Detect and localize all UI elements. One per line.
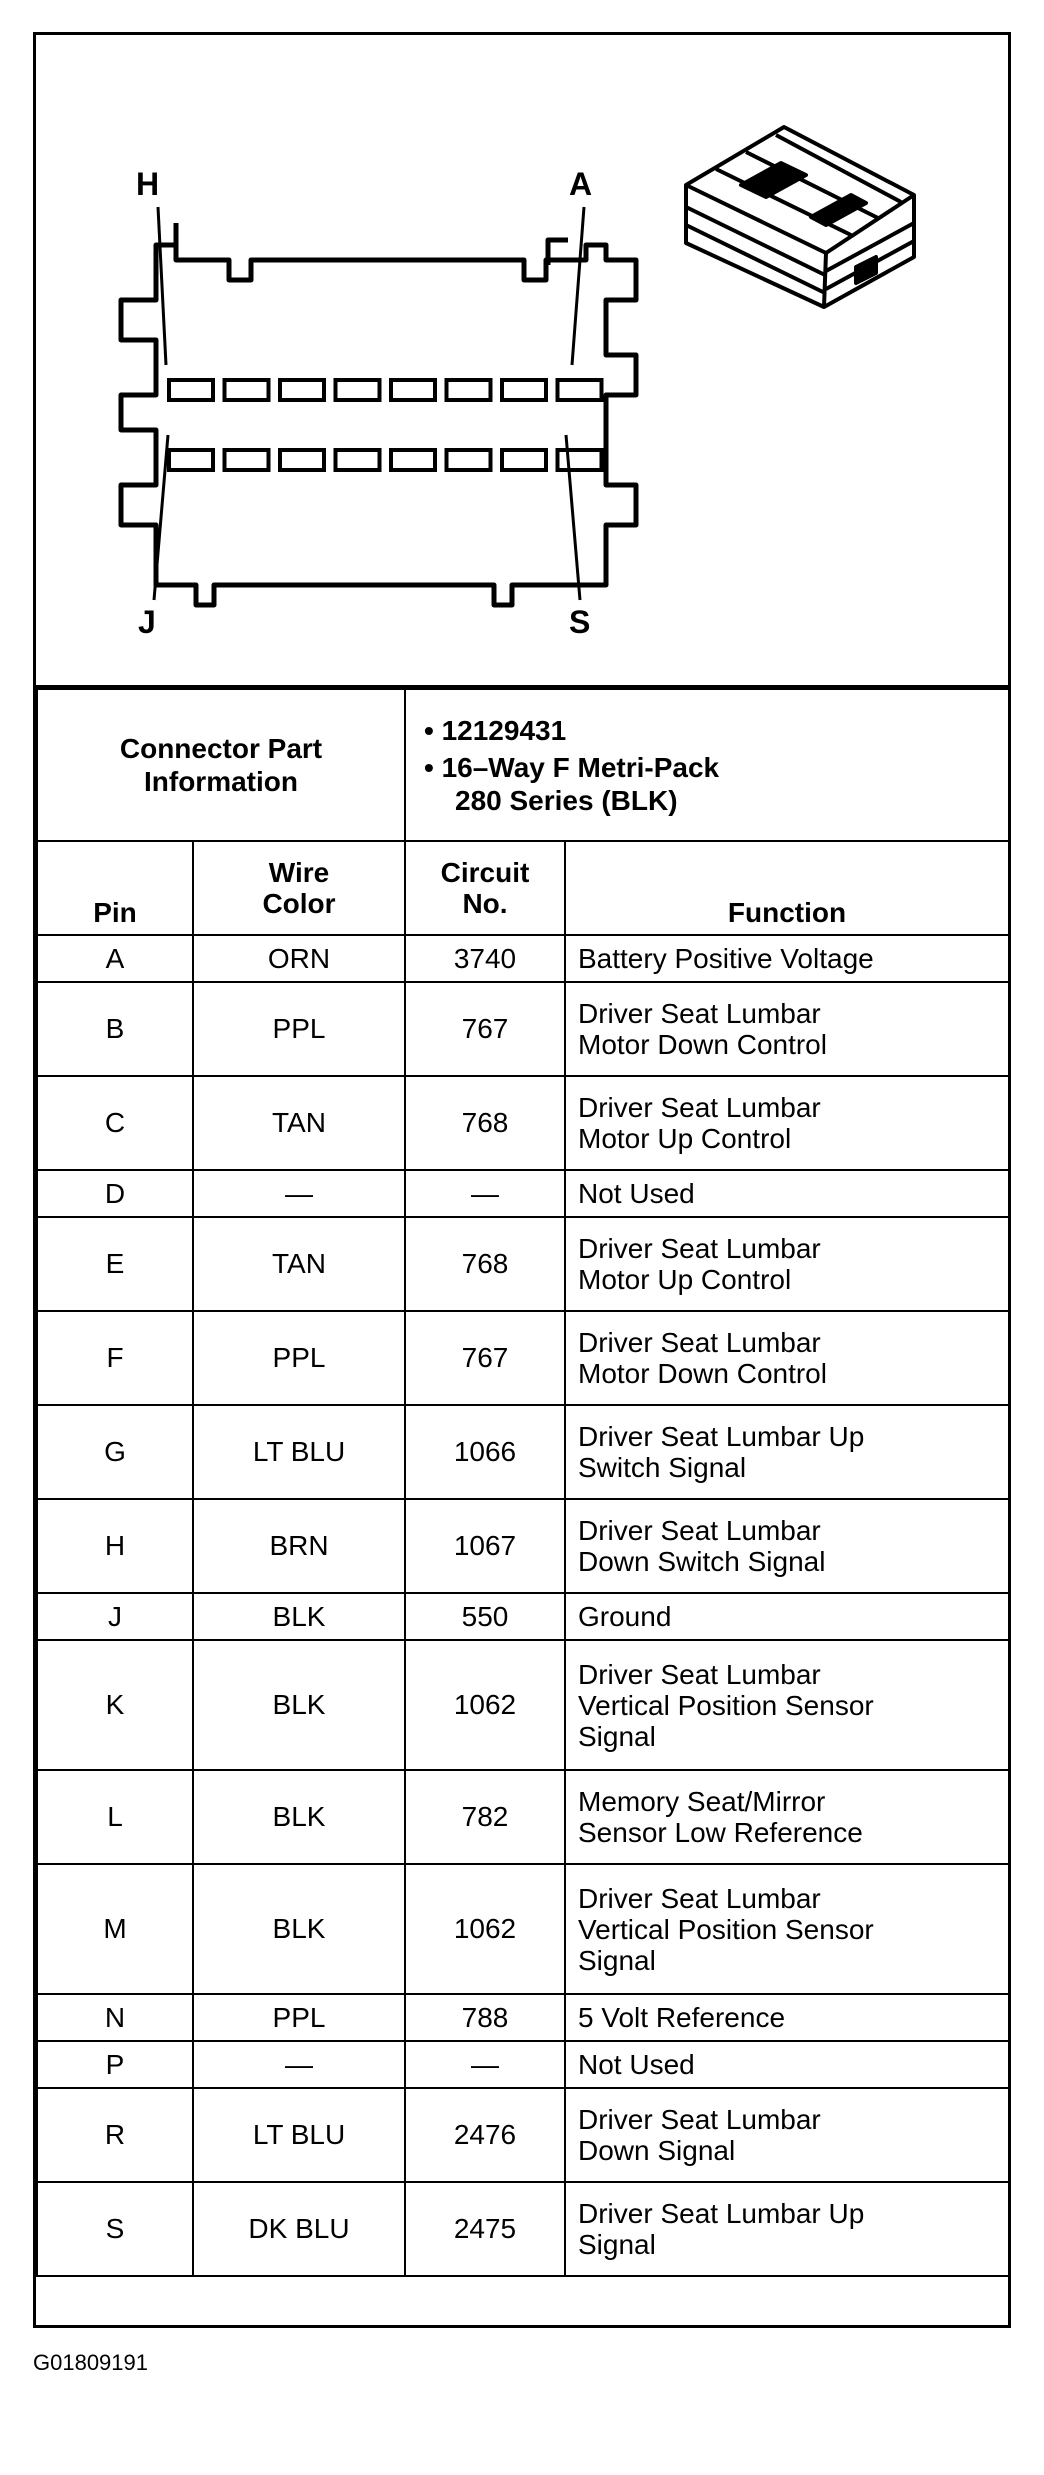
table-row [37,1170,1009,1217]
pin-cell: S [37,2182,193,2276]
function-line: Driver Seat Lumbar Up [578,2198,865,2229]
function-cell [565,1770,1009,1864]
function-line: Signal [578,1720,656,1752]
pin-cell: A [37,935,193,982]
wire-color-cell: PPL [193,1994,405,2041]
table-row [37,1405,1009,1499]
wire-color-cell: — [193,2041,405,2088]
table-row [37,982,1009,1076]
pin-cell: H [37,1499,193,1593]
table-row [37,1770,1009,1864]
pin-label-s: S [569,604,591,640]
function-line: 5 Volt Reference [578,2002,786,2033]
pin-cavity [336,450,380,470]
pin-label-h: H [136,166,160,202]
function-line: Not Used [578,2049,695,2080]
table-row [37,1311,1009,1405]
function-line: Not Used [578,1178,695,1209]
function-line: Driver Seat Lumbar [578,1327,821,1358]
figure-id: G01809191 [33,2350,148,2375]
function-line: Vertical Position Sensor [578,1689,874,1721]
pin-cell: C [37,1076,193,1170]
function-cell [565,2088,1009,2182]
function-cell [565,1170,1009,1217]
wire-color-cell: BLK [193,1770,405,1864]
circuit-cell: 768 [405,1076,565,1170]
connector-3d-illustration [686,127,914,307]
circuit-cell: 1062 [405,1640,565,1770]
connector-description: • 16–Way F Metri-Pack 280 Series (BLK) [424,751,720,816]
wire-color-cell: BLK [193,1640,405,1770]
function-line: Switch Signal [578,1452,747,1483]
wire-color-cell: TAN [193,1217,405,1311]
function-line: Driver Seat Lumbar [578,2104,821,2135]
wire-color-cell: BRN [193,1499,405,1593]
pin-cavity [225,450,269,470]
function-cell [565,982,1009,1076]
wire-color-cell: PPL [193,1311,405,1405]
pin-cell: F [37,1311,193,1405]
function-cell [565,1864,1009,1994]
pin-cavity [280,450,324,470]
pin-cell: G [37,1405,193,1499]
pin-cell: P [37,2041,193,2088]
col-header-pin: Pin [37,841,193,935]
circuit-cell: 768 [405,1217,565,1311]
pin-cavity [336,380,380,400]
leader-line-s [566,435,580,600]
table-row [37,1593,1009,1640]
table-row [37,1499,1009,1593]
pin-cavity [502,380,546,400]
connector-info-row [37,689,1009,841]
function-line: Driver Seat Lumbar Up [578,1421,865,1452]
function-cell [565,1593,1009,1640]
function-line: Signal [578,1944,656,1976]
circuit-cell: 2475 [405,2182,565,2276]
wire-color-cell: BLK [193,1593,405,1640]
pin-cell: E [37,1217,193,1311]
function-line: Down Switch Signal [578,1546,826,1577]
table-row [37,2182,1009,2276]
wire-color-cell: — [193,1170,405,1217]
pin-cell: J [37,1593,193,1640]
circuit-cell: — [405,1170,565,1217]
pin-cavity [558,380,602,400]
pin-cell: R [37,2088,193,2182]
pin-cavity [447,380,491,400]
pin-cell: N [37,1994,193,2041]
circuit-cell: 2476 [405,2088,565,2182]
pin-cavity [169,450,213,470]
pin-cavity [169,380,213,400]
function-cell [565,2041,1009,2088]
wire-color-cell: BLK [193,1864,405,1994]
connector-chart [33,32,1011,2328]
wire-color-cell: PPL [193,982,405,1076]
connector-info-label: Connector Part Information [37,689,405,841]
pin-cavity [502,450,546,470]
function-line: Motor Down Control [578,1029,827,1060]
pin-cell: M [37,1864,193,1994]
function-line: Driver Seat Lumbar [578,1882,821,1914]
pin-cavity [447,450,491,470]
circuit-cell: 767 [405,1311,565,1405]
function-line: Driver Seat Lumbar [578,998,821,1029]
leader-line-h [158,207,166,365]
table-row [37,1076,1009,1170]
column-header-row [37,841,1009,935]
pin-cell: B [37,982,193,1076]
table-row [37,1217,1009,1311]
wire-color-cell: DK BLU [193,2182,405,2276]
pin-cell: L [37,1770,193,1864]
table-row [37,1864,1009,1994]
function-line: Driver Seat Lumbar [578,1233,821,1264]
function-line: Driver Seat Lumbar [578,1515,821,1546]
function-line: Motor Up Control [578,1264,792,1295]
wire-color-cell: LT BLU [193,2088,405,2182]
connector-body-outline [121,245,636,605]
function-line: Battery Positive Voltage [578,943,874,974]
pin-cavity [391,380,435,400]
col-header-circuit: Circuit No. [405,841,565,935]
function-line: Down Signal [578,2135,736,2166]
function-line: Sensor Low Reference [578,1817,863,1848]
pin-cavity [225,380,269,400]
function-cell [565,1640,1009,1770]
function-line: Ground [578,1601,672,1632]
table-row [37,2088,1009,2182]
leader-line-a [572,207,584,365]
pin-label-a: A [569,166,593,202]
circuit-cell: 767 [405,982,565,1076]
pin-cavity [391,450,435,470]
function-cell [565,1076,1009,1170]
function-cell [565,2182,1009,2276]
connector-face-drawing [36,35,1008,685]
function-line: Motor Down Control [578,1358,827,1389]
table-row [37,1640,1009,1770]
pinout-table [36,688,1010,2277]
circuit-cell: 788 [405,1994,565,2041]
function-line: Vertical Position Sensor [578,1913,874,1945]
wire-color-cell: TAN [193,1076,405,1170]
function-cell [565,1217,1009,1311]
pin-cavity [558,450,602,470]
col-header-wire-color: Wire Color [193,841,405,935]
pin-cell: D [37,1170,193,1217]
function-line: Motor Up Control [578,1123,792,1154]
pin-cell: K [37,1640,193,1770]
function-line: Memory Seat/Mirror [578,1786,826,1817]
function-cell [565,1499,1009,1593]
function-cell [565,1405,1009,1499]
circuit-cell: 1067 [405,1499,565,1593]
circuit-cell: 1066 [405,1405,565,1499]
function-line: Signal [578,2229,656,2260]
circuit-cell: — [405,2041,565,2088]
function-cell [565,1994,1009,2041]
pin-cavity [280,380,324,400]
function-line: Driver Seat Lumbar [578,1658,821,1690]
table-row [37,1994,1009,2041]
function-line: Driver Seat Lumbar [578,1092,821,1123]
circuit-cell: 1062 [405,1864,565,1994]
circuit-cell: 782 [405,1770,565,1864]
part-number: • 12129431 [424,714,567,746]
circuit-cell: 3740 [405,935,565,982]
pin-label-j: J [138,604,156,640]
function-cell [565,1311,1009,1405]
wire-color-cell: ORN [193,935,405,982]
connector-diagram [36,35,1008,688]
table-row [37,2041,1009,2088]
col-header-function: Function [565,841,1009,935]
table-row [37,935,1009,982]
function-cell [565,935,1009,982]
circuit-cell: 550 [405,1593,565,1640]
connector-info-value [405,689,1009,841]
wire-color-cell: LT BLU [193,1405,405,1499]
